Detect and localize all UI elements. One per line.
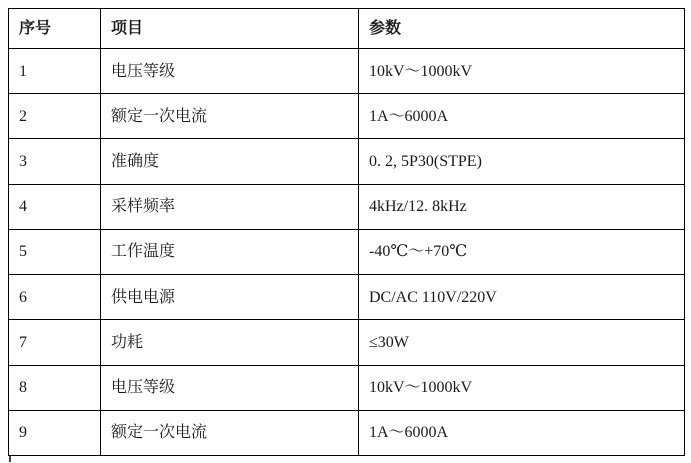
scan-artifact-mark [9,456,11,462]
table-row [9,94,685,139]
table-row [9,184,685,229]
cell-item: 准确度 [101,139,359,184]
spec-table-body [9,49,685,456]
table-row [9,320,685,365]
cell-param: 10kV～1000kV [359,49,685,94]
cell-param: ≤30W [359,320,685,365]
cell-no: 5 [9,229,101,274]
table-row [9,49,685,94]
table-row [9,410,685,455]
header-cell-no: 序号 [9,9,101,49]
cell-no: 7 [9,320,101,365]
cell-no: 6 [9,275,101,320]
header-cell-item: 项目 [101,9,359,49]
header-row [9,9,685,49]
header-cell-param: 参数 [359,9,685,49]
cell-item: 供电电源 [101,275,359,320]
cell-param: DC/AC 110V/220V [359,275,685,320]
cell-item: 工作温度 [101,229,359,274]
cell-no: 8 [9,365,101,410]
cell-item: 电压等级 [101,49,359,94]
cell-param: 1A～6000A [359,410,685,455]
cell-item: 额定一次电流 [101,94,359,139]
cell-no: 2 [9,94,101,139]
table-row [9,229,685,274]
table-row [9,275,685,320]
cell-item: 功耗 [101,320,359,365]
cell-no: 9 [9,410,101,455]
cell-item: 采样频率 [101,184,359,229]
spec-table [8,8,685,456]
cell-no: 1 [9,49,101,94]
cell-no: 4 [9,184,101,229]
cell-item: 电压等级 [101,365,359,410]
cell-no: 3 [9,139,101,184]
table-row [9,365,685,410]
cell-param: 1A～6000A [359,94,685,139]
cell-param: -40℃～+70℃ [359,229,685,274]
cell-param: 10kV～1000kV [359,365,685,410]
table-row [9,139,685,184]
cell-item: 额定一次电流 [101,410,359,455]
cell-param: 0. 2, 5P30(STPE) [359,139,685,184]
spec-table-header [9,9,685,49]
cell-param: 4kHz/12. 8kHz [359,184,685,229]
